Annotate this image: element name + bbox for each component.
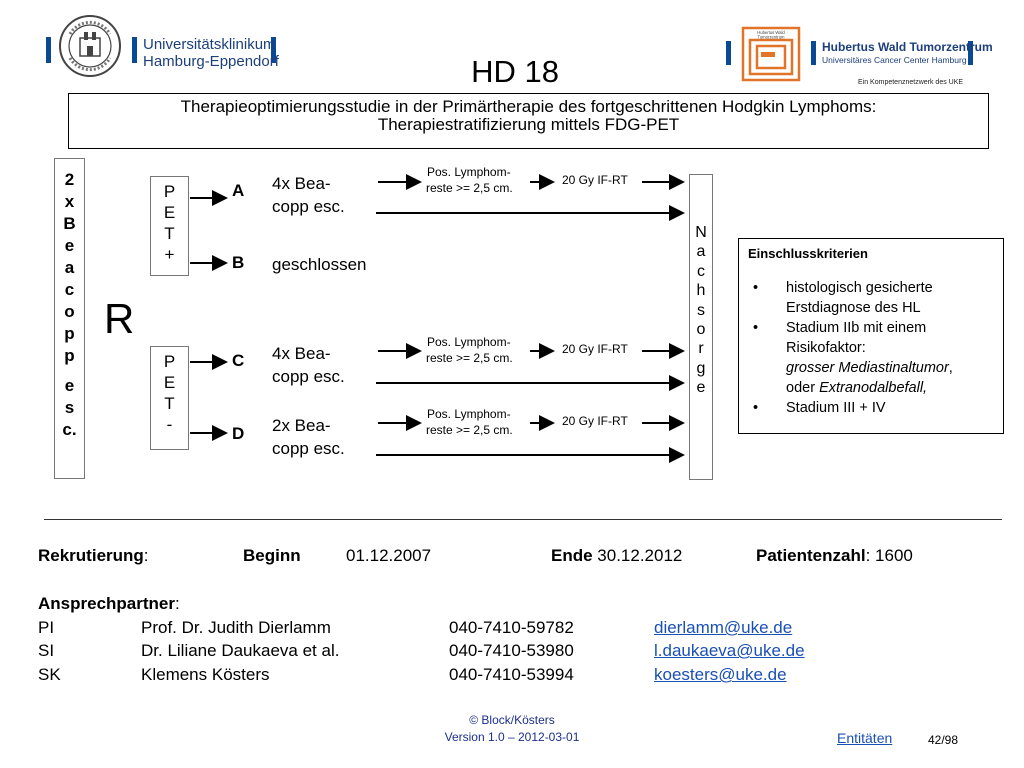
contacts-colon: : <box>174 594 180 613</box>
arm-c-label: C <box>232 351 245 370</box>
recruitment-colon: : <box>143 546 149 565</box>
residual-line1: Pos. Lymphom- <box>427 335 511 349</box>
hw-subline: Ein Kompetenznetzwerk des UKE <box>858 79 964 86</box>
follow-up-letter: r <box>698 340 704 358</box>
arm-d-residual-label <box>426 406 513 438</box>
criteria-item2-line1: Stadium IIb mit einem <box>786 320 927 336</box>
pet-positive-box <box>150 176 189 276</box>
criteria-item <box>739 318 1003 398</box>
follow-up-letter: o <box>696 321 706 339</box>
arm-d-radiotherapy: 20 Gy IF-RT <box>562 414 628 428</box>
induction-letter: s <box>64 398 75 417</box>
follow-up-letter: a <box>696 243 706 261</box>
hw-icon-text2: Tumorzentrum <box>757 34 785 40</box>
recruitment-label-text: Rekrutierung <box>38 546 144 565</box>
criteria-item2-line2: Risikofaktor: <box>786 340 866 356</box>
inclusion-criteria-title: Einschlusskriterien <box>748 246 868 261</box>
induction-letter: p <box>64 346 75 365</box>
induction-letter: x <box>64 192 75 211</box>
contact-role: PI <box>38 618 55 637</box>
arm-a-therapy-line1: 4x Bea- <box>272 174 331 193</box>
residual-line1: Pos. Lymphom- <box>427 407 511 421</box>
arm-d-therapy <box>272 414 345 460</box>
arm-d-label: D <box>232 424 245 443</box>
contact-phone: 040-7410-53980 <box>449 641 574 660</box>
hw-icon-text1: Hubertus Wald <box>757 30 785 35</box>
randomization-label: R <box>104 295 135 342</box>
follow-up-letter: h <box>696 282 706 300</box>
induction-letter: B <box>63 214 76 233</box>
pet-plus-letter: E <box>163 203 176 222</box>
arm-c-residual-label <box>426 334 513 366</box>
criteria-item2-line4 <box>786 378 1003 398</box>
bullet: • <box>753 400 759 416</box>
pet-negative-box <box>150 346 189 450</box>
entitaeten-link[interactable]: Entitäten <box>837 730 893 746</box>
arm-a-label: A <box>232 181 245 200</box>
criteria-item1-line1: histologisch gesicherte <box>786 280 933 296</box>
arm-c-radiotherapy: 20 Gy IF-RT <box>562 342 628 356</box>
contact-role: SK <box>38 665 61 684</box>
contact-email-link[interactable]: dierlamm@uke.de <box>654 618 793 637</box>
arm-c-therapy-line2: copp esc. <box>272 367 345 386</box>
follow-up-letter: e <box>696 379 706 397</box>
follow-up-box <box>689 174 713 480</box>
arm-b-therapy: geschlossen <box>272 255 367 274</box>
section-divider <box>44 519 1002 520</box>
residual-line2: reste >= 2,5 cm. <box>426 181 513 195</box>
follow-up-letter: N <box>695 224 707 241</box>
criteria-item2-oder: oder <box>786 380 820 396</box>
arm-a-therapy <box>272 172 345 218</box>
footer-copyright: © Block/Kösters <box>469 713 555 727</box>
footer <box>412 712 612 746</box>
begin-value: 01.12.2007 <box>346 546 432 565</box>
criteria-item2-line3 <box>786 358 1003 378</box>
footer-version: Version 1.0 – 2012-03-01 <box>444 730 580 744</box>
end-value: 30.12.2012 <box>597 546 683 565</box>
residual-line2: reste >= 2,5 cm. <box>426 351 513 365</box>
induction-letter: c <box>64 280 75 299</box>
arm-d-therapy-line2: copp esc. <box>272 439 345 458</box>
pet-minus-letter: E <box>163 373 176 392</box>
induction-letter: e <box>64 236 75 255</box>
end-label: Ende <box>551 546 593 565</box>
arm-d-therapy-line1: 2x Bea- <box>272 416 331 435</box>
pet-minus-letter: P <box>163 352 176 371</box>
contact-name: Klemens Kösters <box>141 665 270 684</box>
inclusion-criteria-box <box>738 238 1004 434</box>
contacts-label-text: Ansprechpartner <box>38 594 175 613</box>
end-field <box>551 545 682 567</box>
pet-minus-letter: T <box>164 394 175 413</box>
pet-minus-letter: - <box>166 415 173 434</box>
arm-c-therapy-line1: 4x Bea- <box>272 344 331 363</box>
patients-field <box>756 545 913 567</box>
arm-a-therapy-line2: copp esc. <box>272 197 345 216</box>
criteria-item3: Stadium III + IV <box>786 400 886 416</box>
criteria-item2-extranodal: Extranodalbefall, <box>819 380 928 396</box>
residual-line1: Pos. Lymphom- <box>427 165 511 179</box>
arm-c-therapy <box>272 342 345 388</box>
arm-a-residual-label <box>426 164 513 196</box>
follow-up-letter: s <box>697 301 705 319</box>
subtitle-line2: Therapiestratifizierung mittels FDG-PET <box>377 115 680 134</box>
page-title: HD 18 <box>471 54 559 89</box>
pet-plus-letter: T <box>164 224 175 243</box>
induction-letter: e <box>64 376 75 395</box>
induction-letter: c. <box>62 420 77 439</box>
patients-value: : 1600 <box>865 546 913 565</box>
induction-letter: a <box>64 258 75 277</box>
criteria-item <box>739 398 1003 418</box>
bullet: • <box>753 280 759 296</box>
criteria-item2-mediastinal: grosser Mediastinaltumor <box>786 360 949 376</box>
criteria-item1-line2: Erstdiagnose des HL <box>786 300 921 316</box>
patients-label: Patientenzahl <box>756 546 866 565</box>
arm-a-radiotherapy: 20 Gy IF-RT <box>562 173 628 187</box>
contact-email-link[interactable]: l.daukaeva@uke.de <box>654 641 805 660</box>
criteria-item2-comma: , <box>948 360 953 376</box>
contact-role: SI <box>38 641 55 660</box>
induction-beacopp-box <box>54 158 85 479</box>
page-number: 42/98 <box>928 733 959 747</box>
contact-name: Dr. Liliane Daukaeva et al. <box>141 641 340 660</box>
contact-phone: 040-7410-59782 <box>449 618 574 637</box>
induction-letters <box>55 169 84 441</box>
contact-email-link[interactable]: koesters@uke.de <box>654 665 787 684</box>
follow-up-letter: g <box>696 359 706 377</box>
hw-line2: Universitäres Cancer Center Hamburg <box>822 55 967 65</box>
recruitment-label <box>38 545 149 567</box>
subtitle-line1: Therapieoptimierungsstudie in der Primärtherapie des fortgeschrittenen Hodgkin Lymphoms: <box>180 97 877 116</box>
pet-plus-letter: + <box>164 245 175 264</box>
hw-line1: Hubertus Wald Tumorzentrum <box>822 40 993 54</box>
induction-letter: o <box>64 302 75 321</box>
follow-up-letter: c <box>697 262 705 280</box>
contacts-label <box>38 593 180 615</box>
uke-line2: Hamburg-Eppendorf <box>143 53 279 70</box>
induction-letter: 2 <box>64 170 75 189</box>
contact-name: Prof. Dr. Judith Dierlamm <box>141 618 331 637</box>
criteria-item <box>739 278 1003 318</box>
contact-phone: 040-7410-53994 <box>449 665 574 684</box>
arm-b-label: B <box>232 253 245 272</box>
uke-line1: Universitätsklinikum <box>143 36 276 53</box>
pet-plus-letter: P <box>163 182 176 201</box>
induction-letter: p <box>64 324 75 343</box>
residual-line2: reste >= 2,5 cm. <box>426 423 513 437</box>
bullet: • <box>753 320 759 336</box>
begin-label: Beginn <box>243 546 301 565</box>
